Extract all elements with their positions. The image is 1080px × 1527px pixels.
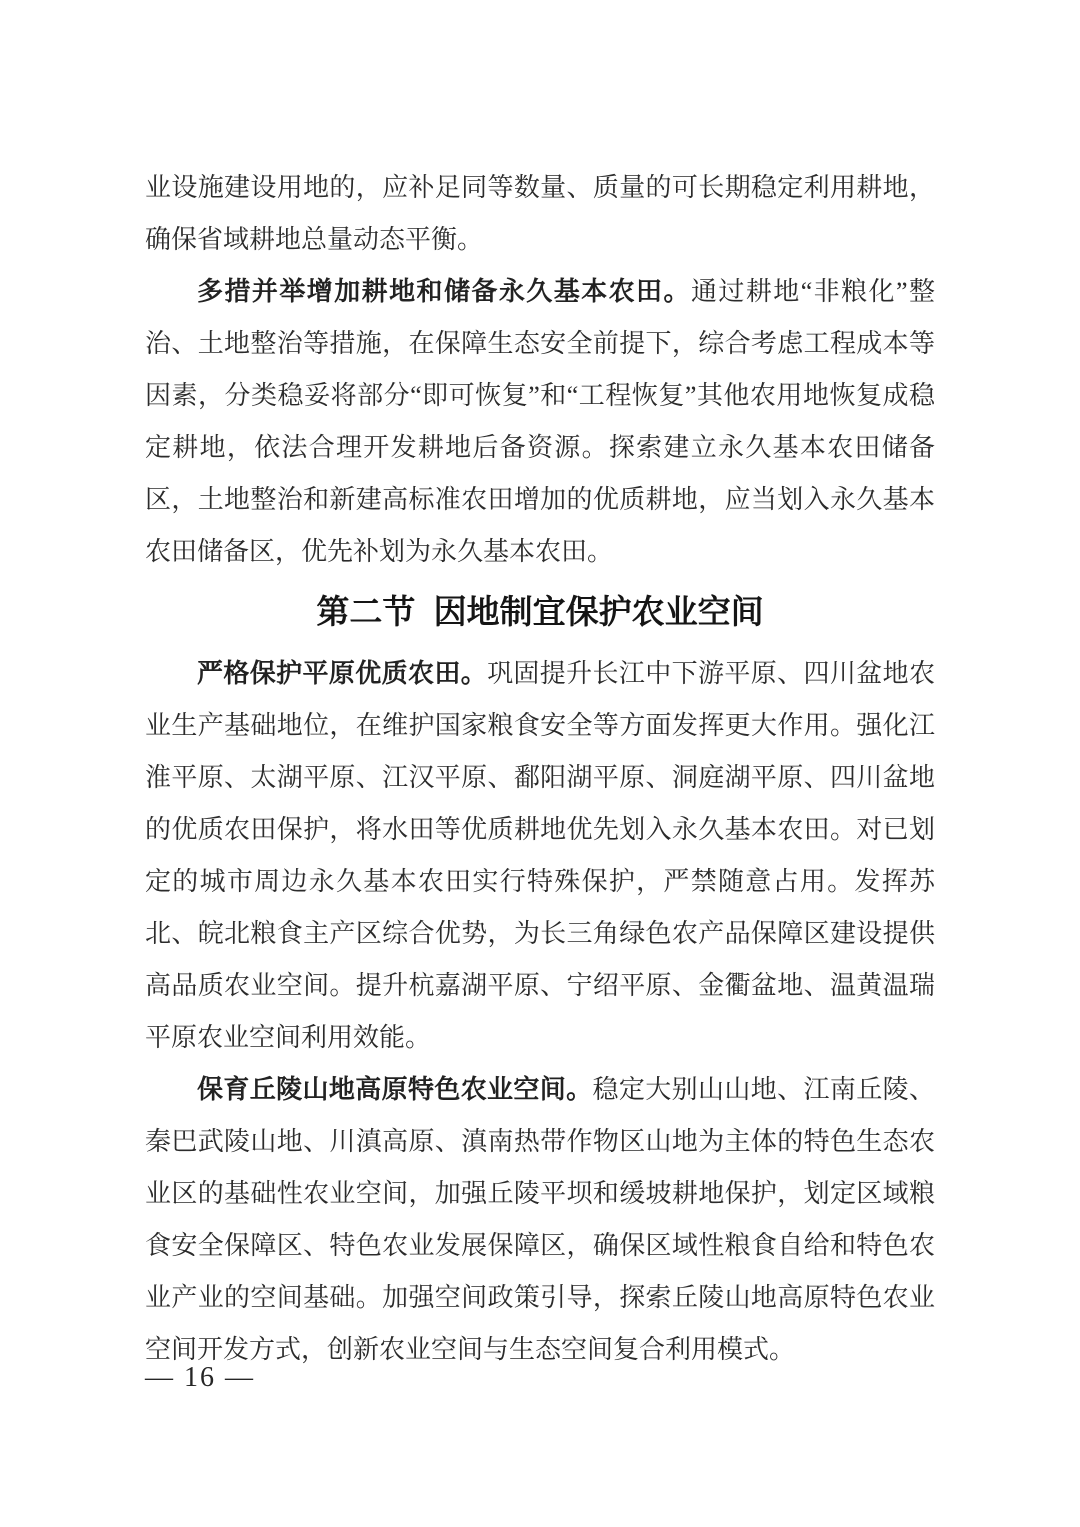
- paragraph-lead: 保育丘陵山地高原特色农业空间。: [197, 1075, 593, 1104]
- paragraph-lead: 严格保护平原优质农田。: [197, 659, 488, 688]
- section-heading-title: 因地制宜保护农业空间: [433, 593, 764, 630]
- section-heading-number: 第二节: [316, 593, 416, 630]
- paragraph-text: 稳定大别山山地、江南丘陵、秦巴武陵山地、川滇高原、滇南热带作物区山地为主体的特色生态农业区的基础性农业空间，加强丘陵平坝和缓坡耕地保护，划定区域粮食安全保障区、特色农业发展保障区，确保区域性粮食自给和特色农业产业的空间基础。加强空间政策引导，探索丘陵山地高原特色农业空间开发方式，创新农业空间与生态空间复合利用模式。: [145, 1075, 935, 1364]
- section-heading: [145, 586, 935, 638]
- paragraph: [145, 648, 935, 1064]
- paragraph-text: 业设施建设用地的，应补足同等数量、质量的可长期稳定利用耕地，确保省域耕地总量动态平衡。: [145, 173, 935, 254]
- paragraph-text: 通过耕地“非粮化”整治、土地整治等措施，在保障生态安全前提下，综合考虑工程成本等因素，分类稳妥将部分“即可恢复”和“工程恢复”其他农用地恢复成稳定耕地，依法合理开发耕地后备资源。探索建立永久基本农田储备区，土地整治和新建高标准农田增加的优质耕地，应当划入永久基本农田储备区，优先补划为永久基本农田。: [145, 277, 935, 566]
- paragraph: [145, 162, 935, 266]
- paragraph: [145, 266, 935, 578]
- paragraph-text: 巩固提升长江中下游平原、四川盆地农业生产基础地位，在维护国家粮食安全等方面发挥更大作用。强化江淮平原、太湖平原、江汉平原、鄱阳湖平原、洞庭湖平原、四川盆地的优质农田保护，将水田等优质耕地优先划入永久基本农田。对已划定的城市周边永久基本农田实行特殊保护，严禁随意占用。发挥苏北、皖北粮食主产区综合优势，为长三角绿色农产品保障区建设提供高品质农业空间。提升杭嘉湖平原、宁绍平原、金衢盆地、温黄温瑞平原农业空间利用效能。: [145, 659, 935, 1052]
- document-body: [145, 162, 935, 1376]
- paragraph: [145, 1064, 935, 1376]
- page-number: — 16 —: [145, 1362, 255, 1393]
- paragraph-lead: 多措并举增加耕地和储备永久基本农田。: [197, 277, 691, 306]
